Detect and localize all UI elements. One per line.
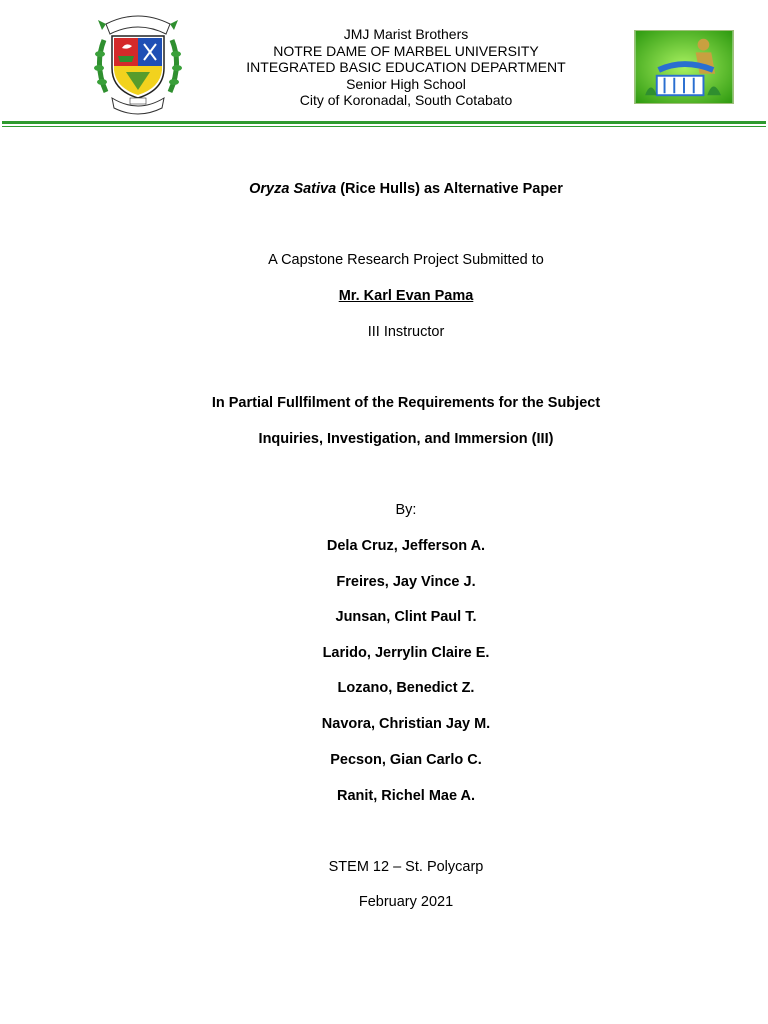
title-rest: (Rice Hulls) as Alternative Paper: [336, 181, 563, 197]
requirement-line-1: In Partial Fullfilment of the Requirements for the Subject: [211, 395, 601, 411]
author-name: Larido, Jerrylin Claire E.: [322, 645, 490, 661]
header-divider-thick: [2, 121, 766, 124]
subject-line: Inquiries, Investigation, and Immersion (III): [258, 431, 554, 447]
senior-high-badge-logo: [634, 30, 734, 104]
university-seal-logo: [92, 10, 184, 116]
author-name: Lozano, Benedict Z.: [337, 680, 475, 696]
submission-line: A Capstone Research Project Submitted to: [268, 252, 544, 268]
by-label: By:: [395, 502, 417, 518]
institution-lines: [200, 26, 612, 109]
document-header: [0, 0, 768, 128]
adviser-role: III Instructor: [367, 324, 445, 340]
header-line-order: JMJ Marist Brothers: [343, 26, 469, 42]
document-title: [0, 179, 768, 199]
header-line-department: INTEGRATED BASIC EDUCATION DEPARTMENT: [246, 59, 566, 76]
author-name: Freires, Jay Vince J.: [336, 574, 476, 590]
author-name: Pecson, Gian Carlo C.: [330, 752, 482, 768]
author-name: Ranit, Richel Mae A.: [336, 788, 476, 804]
header-line-university: NOTRE DAME OF MARBEL UNIVERSITY: [273, 42, 539, 59]
header-line-school: Senior High School: [346, 75, 466, 92]
author-name: Dela Cruz, Jefferson A.: [326, 538, 486, 554]
title-italic-part: Oryza Sativa: [249, 181, 337, 197]
header-line-city: City of Koronadal, South Cotabato: [299, 92, 513, 109]
adviser-name: Mr. Karl Evan Pama: [338, 288, 474, 304]
author-name: Junsan, Clint Paul T.: [335, 609, 477, 625]
date-line: February 2021: [358, 894, 454, 910]
header-divider-thin: [2, 126, 766, 127]
author-name: Navora, Christian Jay M.: [321, 716, 491, 732]
section-line: STEM 12 – St. Polycarp: [328, 859, 484, 875]
